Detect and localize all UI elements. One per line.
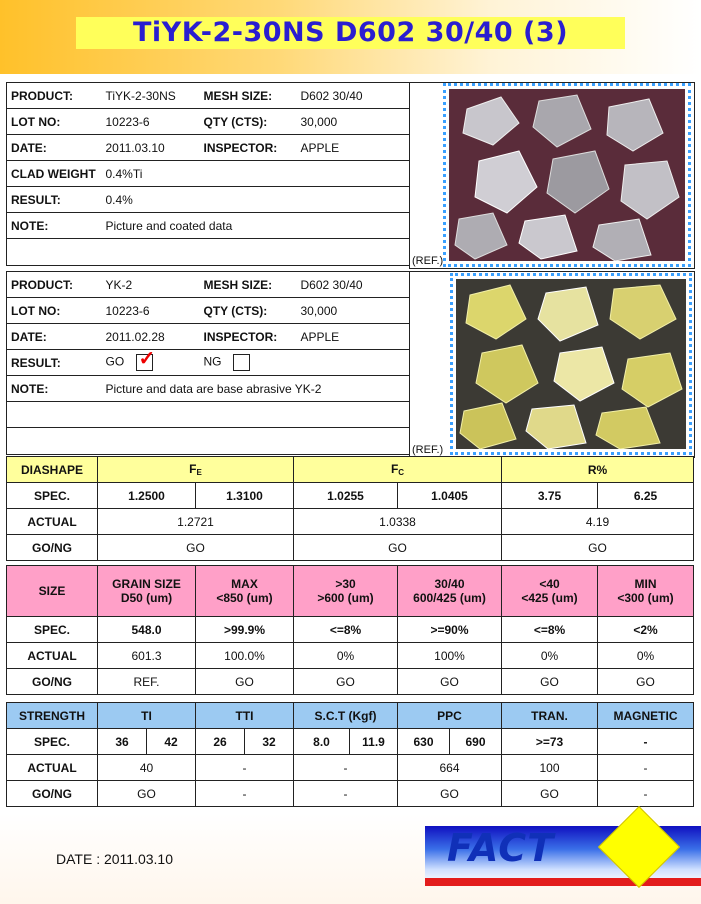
table-row (7, 669, 694, 695)
size-table (6, 565, 694, 695)
spec-value: 26 (196, 729, 245, 755)
spec-value: 630 (398, 729, 450, 755)
actual-value: 100% (398, 643, 502, 669)
fc-subscript: C (398, 468, 405, 477)
gong-value: GO (294, 669, 398, 695)
fc-label: F (390, 462, 399, 476)
diashape-table (6, 456, 694, 561)
go-check-cell (102, 350, 200, 376)
check-icon: ✓ (138, 349, 156, 370)
size-col-line2: D50 (um) (120, 591, 173, 605)
diashape-header: DIASHAPE (7, 457, 98, 483)
label-note: NOTE: (7, 376, 102, 402)
actual-value: 100.0% (196, 643, 294, 669)
table-row (7, 535, 694, 561)
size-col-line1: GRAIN SIZE (112, 577, 181, 591)
fc-header (294, 457, 502, 483)
size-col-header (398, 566, 502, 617)
coated-info-table (6, 82, 410, 266)
spec-value: <2% (598, 617, 694, 643)
table-row (7, 457, 694, 483)
label-note: NOTE: (7, 213, 102, 239)
table-row (7, 703, 694, 729)
footer-red-stripe (425, 878, 701, 886)
label-qty: QTY (CTS): (200, 109, 297, 135)
size-header: SIZE (7, 566, 98, 617)
gong-value: GO (598, 669, 694, 695)
table-row (7, 402, 410, 428)
table-row (7, 161, 410, 187)
actual-value: 4.19 (502, 509, 694, 535)
strength-col-header: TI (98, 703, 196, 729)
blank-row (7, 239, 410, 266)
label-date: DATE: (7, 324, 102, 350)
coated-diamond-photo (449, 89, 685, 261)
gong-value: - (196, 781, 294, 807)
r-header: R% (502, 457, 694, 483)
table-row (7, 566, 694, 617)
coated-photo-cell (409, 82, 695, 269)
actual-label: ACTUAL (7, 509, 98, 535)
value-qty: 30,000 (297, 298, 410, 324)
title-box (76, 17, 625, 49)
label-lot-no: LOT NO: (7, 298, 102, 324)
spec-value: <=8% (294, 617, 398, 643)
spec-value: 1.0405 (398, 483, 502, 509)
gong-label: GO/NG (7, 669, 98, 695)
table-row (7, 298, 410, 324)
fe-header (98, 457, 294, 483)
size-col-line2: >600 (um) (317, 591, 374, 605)
actual-value: 601.3 (98, 643, 196, 669)
table-row (7, 213, 410, 239)
table-row (7, 83, 410, 109)
size-col-line2: <300 (um) (617, 591, 674, 605)
gong-value: GO (196, 669, 294, 695)
go-checkbox[interactable] (136, 349, 156, 371)
table-row (7, 428, 410, 455)
ref-label: (REF.) (412, 444, 444, 456)
table-row (7, 483, 694, 509)
gong-value: - (294, 781, 398, 807)
value-date: 2011.03.10 (102, 135, 200, 161)
ng-check-cell (200, 350, 410, 376)
blank-row (7, 402, 410, 428)
actual-value: - (598, 755, 694, 781)
label-qty: QTY (CTS): (200, 298, 297, 324)
size-col-header (196, 566, 294, 617)
value-product: TiYK-2-30NS (102, 83, 200, 109)
label-product: PRODUCT: (7, 272, 102, 298)
value-lot-no: 10223-6 (102, 109, 200, 135)
actual-value: 0% (598, 643, 694, 669)
spec-value: >=90% (398, 617, 502, 643)
size-col-header (502, 566, 598, 617)
actual-value: 664 (398, 755, 502, 781)
table-row (7, 324, 410, 350)
strength-col-header: MAGNETIC (598, 703, 694, 729)
value-lot-no: 10223-6 (102, 298, 200, 324)
label-result: RESULT: (7, 187, 102, 213)
table-row (7, 187, 410, 213)
strength-col-header: TRAN. (502, 703, 598, 729)
table-row (7, 272, 410, 298)
gong-value: REF. (98, 669, 196, 695)
actual-value: - (196, 755, 294, 781)
value-qty: 30,000 (297, 109, 410, 135)
fe-label: F (189, 462, 197, 476)
strength-header: STRENGTH (7, 703, 98, 729)
table-row (7, 781, 694, 807)
strength-col-header: S.C.T (Kgf) (294, 703, 398, 729)
value-inspector: APPLE (297, 324, 410, 350)
spec-value: 1.0255 (294, 483, 398, 509)
size-col-line2: 600/425 (um) (413, 591, 486, 605)
table-row (7, 239, 410, 266)
strength-col-header: TTI (196, 703, 294, 729)
value-mesh-size: D602 30/40 (297, 272, 410, 298)
spec-value: >99.9% (196, 617, 294, 643)
size-col-line1: <40 (539, 577, 560, 591)
actual-value: 0% (294, 643, 398, 669)
table-row (7, 350, 410, 376)
table-row (7, 109, 410, 135)
actual-value: 1.2721 (98, 509, 294, 535)
spec-label: SPEC. (7, 729, 98, 755)
spec-value: 690 (450, 729, 502, 755)
value-product: YK-2 (102, 272, 200, 298)
table-row (7, 755, 694, 781)
value-clad-weight: 0.4%Ti (102, 161, 410, 187)
gong-value: GO (98, 535, 294, 561)
size-col-line1: >30 (335, 577, 356, 591)
actual-value: 0% (502, 643, 598, 669)
spec-value: 3.75 (502, 483, 598, 509)
page-title: TiYK-2-30NS D602 30/40 (3) (132, 17, 569, 48)
size-col-line1: MIN (634, 577, 657, 591)
spec-value: 6.25 (598, 483, 694, 509)
size-col-header (598, 566, 694, 617)
gong-value: GO (98, 781, 196, 807)
label-lot-no: LOT NO: (7, 109, 102, 135)
strength-table (6, 702, 694, 807)
actual-value: 1.0338 (294, 509, 502, 535)
strength-col-header: PPC (398, 703, 502, 729)
value-date: 2011.02.28 (102, 324, 200, 350)
fe-subscript: E (196, 468, 202, 477)
gong-value: - (598, 781, 694, 807)
actual-value: 100 (502, 755, 598, 781)
spec-value: 32 (245, 729, 294, 755)
spec-value: >=73 (502, 729, 598, 755)
size-col-header (294, 566, 398, 617)
actual-value: - (294, 755, 398, 781)
spec-value: 36 (98, 729, 147, 755)
label-inspector: INSPECTOR: (200, 135, 297, 161)
gong-value: GO (398, 781, 502, 807)
actual-value: 40 (98, 755, 196, 781)
size-col-line2: <425 (um) (521, 591, 578, 605)
spec-value: 42 (147, 729, 196, 755)
table-row (7, 376, 410, 402)
table-row (7, 729, 694, 755)
go-label: GO (105, 354, 125, 369)
footer-date: DATE : 2011.03.10 (56, 851, 173, 867)
actual-label: ACTUAL (7, 643, 98, 669)
size-col-header (98, 566, 196, 617)
spec-value: 1.3100 (196, 483, 294, 509)
label-date: DATE: (7, 135, 102, 161)
blank-row (7, 428, 410, 455)
gong-value: GO (294, 535, 502, 561)
gong-value: GO (398, 669, 502, 695)
ref-label: (REF.) (412, 255, 444, 267)
label-mesh-size: MESH SIZE: (200, 272, 297, 298)
label-inspector: INSPECTOR: (200, 324, 297, 350)
gong-value: GO (502, 535, 694, 561)
spec-value: 11.9 (350, 729, 398, 755)
table-row (7, 643, 694, 669)
value-mesh-size: D602 30/40 (297, 83, 410, 109)
header-band (0, 0, 701, 74)
table-row (7, 509, 694, 535)
label-result: RESULT: (7, 350, 102, 376)
spec-value: 1.2500 (98, 483, 196, 509)
size-col-line2: <850 (um) (216, 591, 273, 605)
base-diamond-photo (456, 279, 686, 449)
label-clad-weight: CLAD WEIGHT (7, 161, 102, 187)
value-note: Picture and data are base abrasive YK-2 (102, 376, 410, 402)
gong-label: GO/NG (7, 781, 98, 807)
gong-label: GO/NG (7, 535, 98, 561)
label-mesh-size: MESH SIZE: (200, 83, 297, 109)
size-col-line1: MAX (231, 577, 258, 591)
label-product: PRODUCT: (7, 83, 102, 109)
spec-value: 8.0 (294, 729, 350, 755)
value-inspector: APPLE (297, 135, 410, 161)
spec-label: SPEC. (7, 617, 98, 643)
base-photo-cell (409, 271, 695, 458)
brand-logo: FACT (447, 826, 555, 870)
value-result: 0.4% (102, 187, 410, 213)
spec-label: SPEC. (7, 483, 98, 509)
spec-value: <=8% (502, 617, 598, 643)
actual-label: ACTUAL (7, 755, 98, 781)
ng-checkbox[interactable] (233, 354, 250, 371)
base-info-table (6, 271, 410, 455)
spec-value: 548.0 (98, 617, 196, 643)
gong-value: GO (502, 781, 598, 807)
value-note: Picture and coated data (102, 213, 410, 239)
spec-value: - (598, 729, 694, 755)
gong-value: GO (502, 669, 598, 695)
table-row (7, 135, 410, 161)
size-col-line1: 30/40 (434, 577, 465, 591)
table-row (7, 617, 694, 643)
ng-label: NG (203, 354, 222, 369)
